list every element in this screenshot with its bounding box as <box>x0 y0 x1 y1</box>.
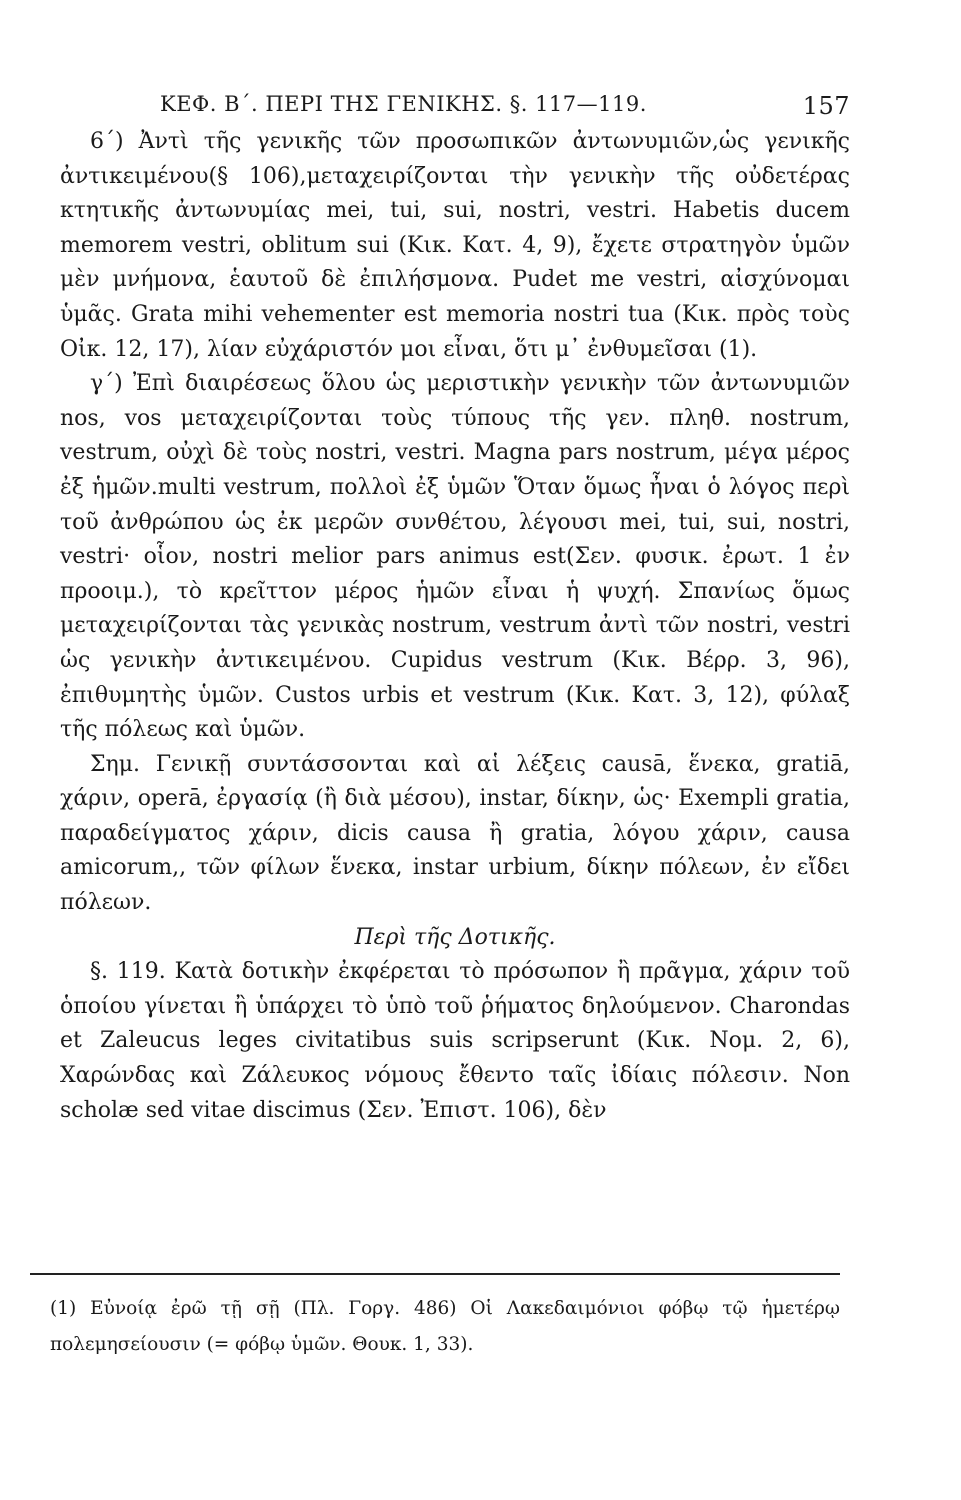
footnote: (1) Εὐνοίᾳ ἐρῶ τῇ σῇ (Πλ. Γοργ. 486) Οἱ Λακεδαιμόνιοι φόβῳ τῷ ἡμετέρῳ πολεμησείουσιν (= φόβῳ ὑμῶν. Θουκ. 1, 33). <box>50 1298 840 1355</box>
footnote-divider <box>30 1273 840 1275</box>
paragraph-119: §. 119. Κατὰ δοτικὴν ἐκφέρεται τὸ πρόσωπον ἢ πρᾶγμα, χάριν τοῦ ὁποίου γίνεται ἢ ὑπάρχει τὸ ὑπὸ τοῦ ῥήματος δηλούμενον. Charondas et Zaleucus leges civitatibus suis scripserunt (Κικ. Νομ. 2, 6), Χαρώνδας καὶ Ζάλευκος νόμους ἔθεντο ταῖς ἰδίαις πόλεσιν. Non scholæ sed vitae discimus (Σεν. Ἐπιστ. 106), δὲν <box>60 959 850 1123</box>
page-number: 157 <box>802 92 850 120</box>
paragraph-gamma: γ΄) Ἐπὶ διαιρέσεως ὅλου ὡς μεριστικὴν γενικὴν τῶν ἀντωνυμιῶν nos, vos μεταχειρίζονται τοὺς τύπους τῆς γεν. πληθ. nostrum, vestrum, οὐχὶ δὲ τοὺς nostri, vestri. Magna pars nostrum, μέγα μέρος ἐξ ἡμῶν.multi vestrum, πολλοὶ ἐξ ὑμῶν Ὅταν ὅμως ἦναι ὁ λόγος περὶ τοῦ ἀνθρώπου ὡς ἐκ μερῶν συνθέτου, λέγουσι mei, tui, sui, nostri, vestri· οἷον, nostri melior pars animus est(Σεν. φυσικ. ἐρωτ. 1 ἐν προοιμ.), τὸ κρεῖττον μέρος ἡμῶν εἶναι ἡ ψυχή. Σπανίως ὅμως μεταχειρίζονται τὰς γενικὰς nostrum, vestrum ἀντὶ τῶν nostri, vestri ὡς γενικὴν ἀντικειμένου. Cupidus vestrum (Κικ. Βέρρ. 3, 96), ἐπιθυμητὴς ὑμῶν. Custos urbis et vestrum (Κικ. Κατ. 3, 12), φύλαξ τῆς πόλεως καὶ ὑμῶν. <box>60 371 850 743</box>
paragraph-beta: 6΄) Ἀντὶ τῆς γενικῆς τῶν προσωπικῶν ἀντωνυμιῶν,ὡς γενικῆς ἀντικειμένου(§ 106),μεταχειρίζονται τὴν γενικὴν τῆς οὐδετέρας κτητικῆς ἀντωνυμίας mei, tui, sui, nostri, vestri. Habetis ducem memorem vestri, oblitum sui (Κικ. Κατ. 4, 9), ἔχετε στρατηγὸν ὑμῶν μὲν μνήμονα, ἑαυτοῦ δὲ ἐπιλήσμονα. Pudet me vestri, αἰσχύνομαι ὑμᾶς. Grata mihi vehementer est memoria nostri tua (Κικ. πρὸς τοὺς Οἰκ. 12, 17), λίαν εὐχάριστόν μοι εἶναι, ὅτι μ᾽ ἐνθυμεῖσαι (1). <box>60 129 850 362</box>
section-title: Περὶ τῆς Δοτικῆς. <box>354 924 556 950</box>
paragraph-note: Σημ. Γενικῇ συντάσσονται καὶ αἱ λέξεις causā, ἕνεκα, gratiā, χάριν, operā, ἐργασίᾳ (ἢ διὰ μέσου), instar, δίκην, ὡς· Exempli gratia, παραδείγματος χάριν, dicis causa ἢ gratia, λόγου χάριν, causa amicorum,, τῶν φίλων ἕνεκα, instar urbium, δίκην πόλεων, ἐν εἴδει πόλεων. <box>60 751 850 916</box>
running-header <box>160 92 850 120</box>
running-title: ΚΕΦ. Β΄. ΠΕΡΙ ΤΗΣ ΓΕΝΙΚΗΣ. §. 117—119. <box>160 92 647 116</box>
main-text <box>60 125 850 1128</box>
